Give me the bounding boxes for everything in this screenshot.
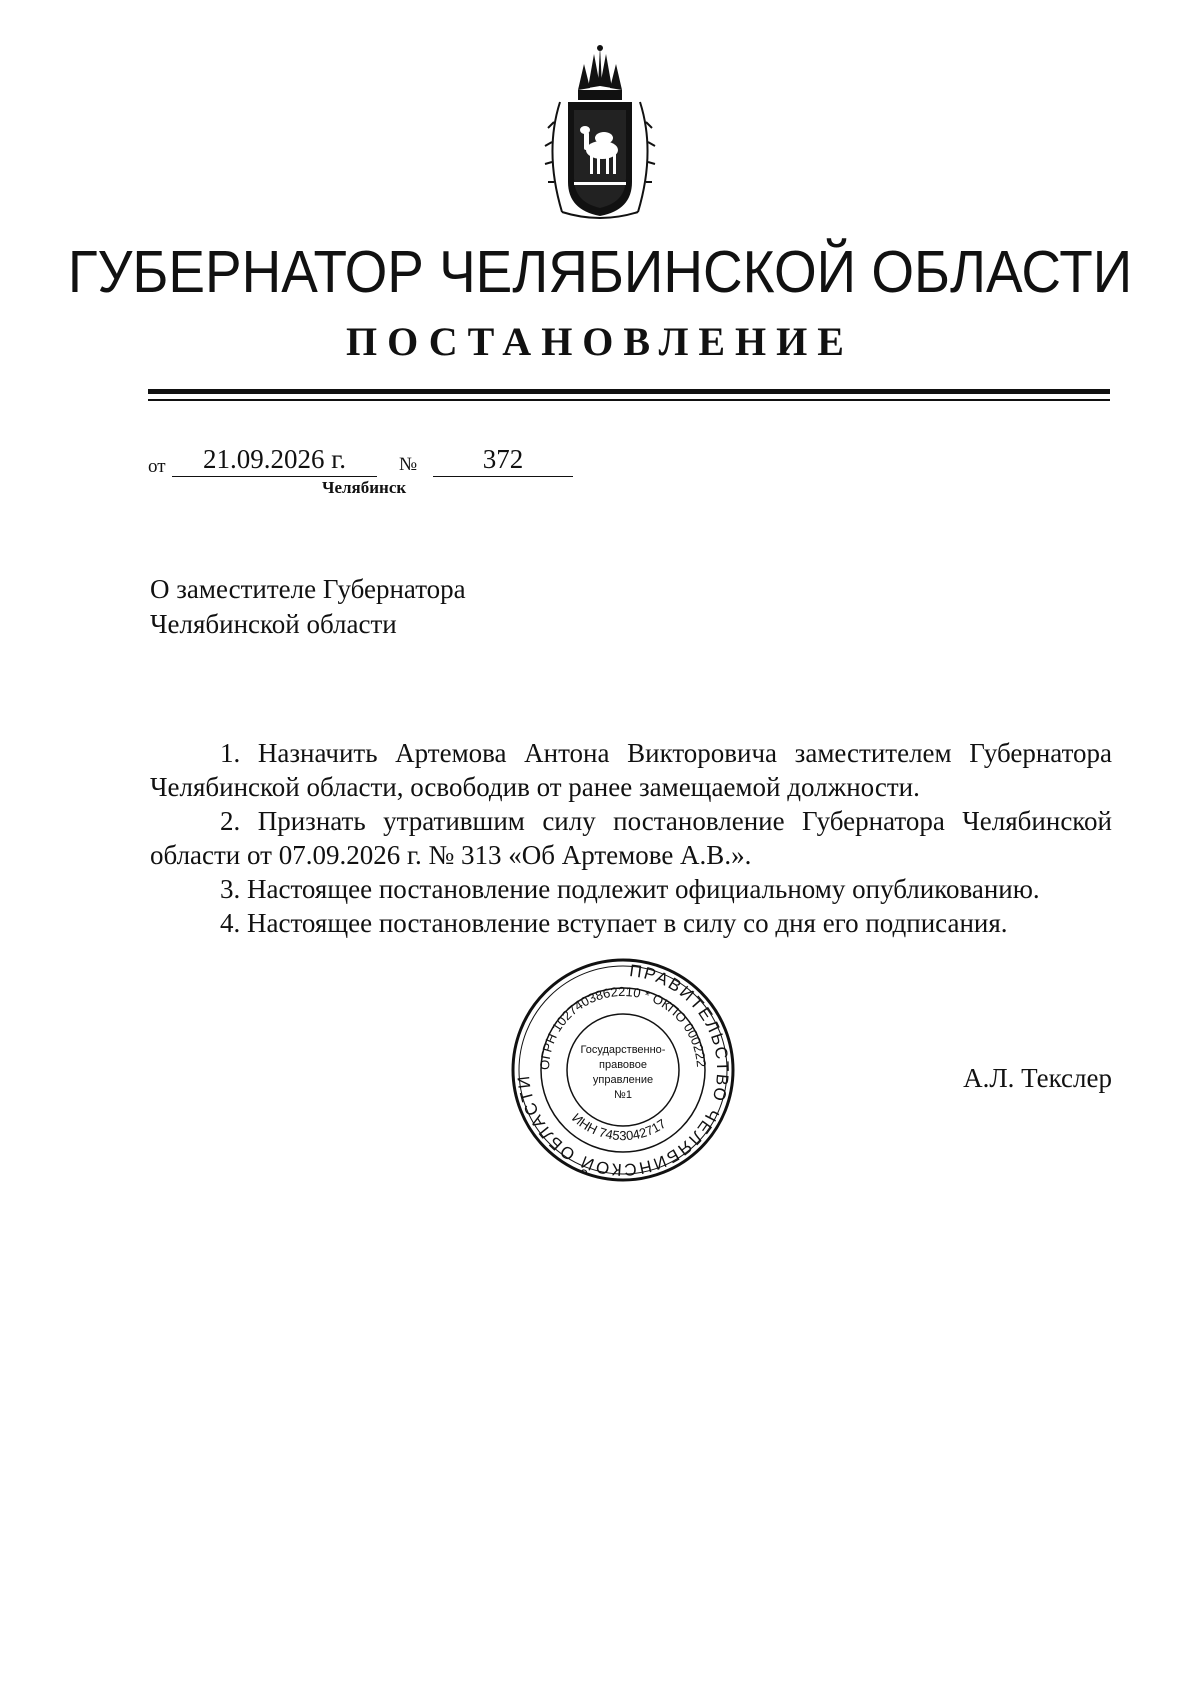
- seal-center-line: Государственно-: [580, 1044, 666, 1056]
- document-date: 21.09.2026 г.: [172, 444, 377, 477]
- header-rule-thick: [148, 389, 1110, 394]
- from-label: от: [148, 456, 166, 477]
- seal-mid-text-top: ОГРН 1027403862210 * ОКПО 000222: [536, 983, 710, 1071]
- seal-mid-text-bottom: ИНН 7453042717: [569, 1110, 669, 1144]
- seal-outer-text: ПРАВИТЕЛЬСТВО ЧЕЛЯБИНСКОЙ ОБЛАСТИ: [513, 961, 733, 1180]
- document-body: [150, 736, 1112, 940]
- subject-line: Челябинской области: [150, 609, 397, 639]
- seal-center-line: правовое: [599, 1059, 647, 1071]
- svg-text:ИНН 7453042717: [569, 1110, 668, 1143]
- body-item: 2. Признать утратившим силу постановление Губернатора Челябинской области от 07.09.2026 г. № 313 «Об Артемове А.В.».: [150, 806, 1112, 870]
- organization-title: ГУБЕРНАТОР ЧЕЛЯБИНСКОЙ ОБЛАСТИ: [67, 239, 1133, 305]
- signer-name: А.Л. Текслер: [963, 1063, 1112, 1093]
- subject-line: О заместителе Губернатора: [150, 574, 466, 604]
- city-name: Челябинск: [322, 478, 407, 497]
- body-item: 4. Настоящее постановление вступает в силу со дня его подписания.: [220, 908, 1008, 938]
- body-item: 3. Настоящее постановление подлежит официальному опубликованию.: [220, 874, 1040, 904]
- document-number: 372: [433, 444, 573, 477]
- seal-center-line: управление: [592, 1074, 654, 1086]
- coat-of-arms-icon: [540, 42, 660, 222]
- seal-center-line: №1: [614, 1089, 632, 1101]
- document-subject: [150, 572, 466, 642]
- header-rule-thin: [148, 399, 1110, 401]
- official-seal: [508, 955, 738, 1185]
- number-label: №: [399, 454, 418, 475]
- body-item: 1. Назначить Артемова Антона Викторовича заместителем Губернатора Челябинской области, освободив от ранее замещаемой должности.: [150, 738, 1112, 802]
- document-type-title: ПОСТАНОВЛЕНИЕ: [346, 319, 854, 364]
